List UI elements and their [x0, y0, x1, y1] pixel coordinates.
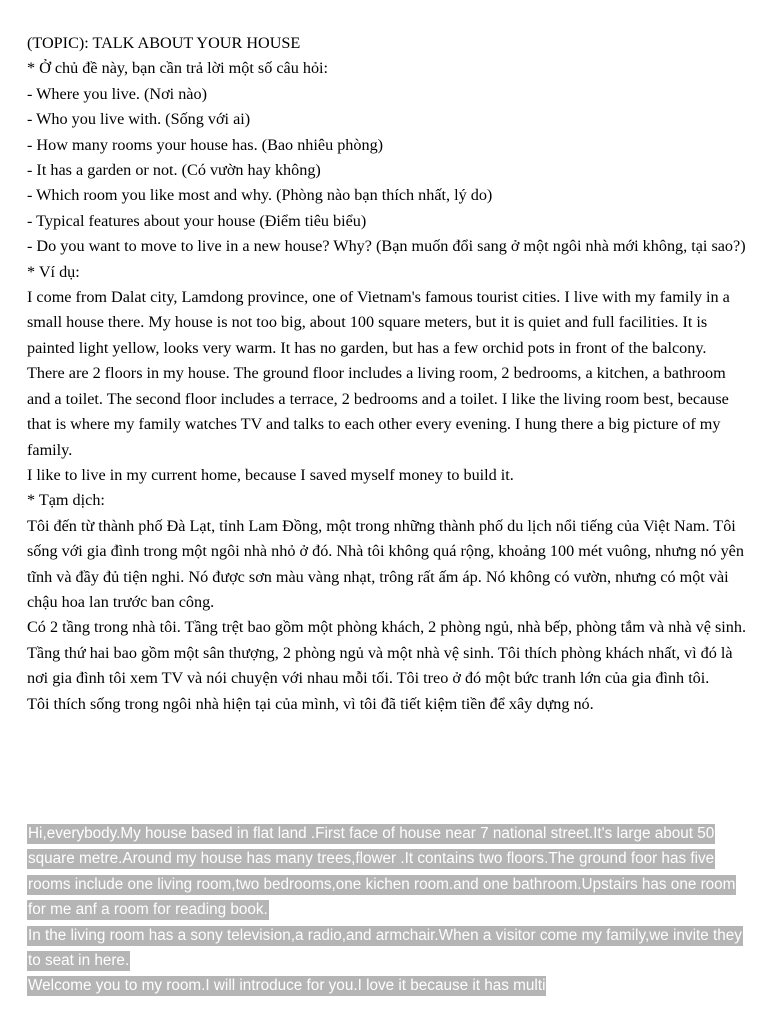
topic-title: (TOPIC): TALK ABOUT YOUR HOUSE — [27, 34, 301, 52]
question-garden: - It has a garden or not. (Có vườn hay không) — [27, 161, 321, 180]
example-paragraph-3: I like to live in my current home, because I saved myself money to build it. — [27, 465, 514, 484]
highlighted-paragraph-2 — [27, 923, 752, 974]
instruction-line: * Ở chủ đề này, bạn cần trả lời một số câu hỏi: — [27, 59, 329, 78]
question-favorite-room: - Which room you like most and why. (Phòng nào bạn thích nhất, lý do) — [27, 186, 493, 205]
question-where: - Where you live. (Nơi nào) — [27, 84, 207, 103]
example-paragraph-2: There are 2 floors in my house. The ground floor includes a living room, 2 bedrooms, a kitchen, a bathroom and a toilet. The second floor includes a terrace, 2 bedrooms and a toilet. I like the living room best, because that is where my family watches TV and talks to each other every evening. I hung there a big picture of my family. — [27, 364, 729, 459]
example-heading: * Ví dụ: — [27, 262, 80, 281]
translation-paragraph-3: Tôi thích sống trong ngôi nhà hiện tại của mình, vì tôi đã tiết kiệm tiền để xây dựng nó. — [27, 694, 594, 713]
highlighted-text: In the living room has a sony television,a radio,and armchair.When a visitor come my family,we invite they to seat in here. — [28, 926, 742, 970]
question-features: - Typical features about your house (Điểm tiêu biểu) — [27, 211, 367, 230]
highlighted-paragraph-3 — [27, 973, 752, 998]
translation-paragraph-2: Có 2 tầng trong nhà tôi. Tầng trệt bao gồm một phòng khách, 2 phòng ngủ, nhà bếp, phòng tắm và nhà vệ sinh. Tầng thứ hai bao gồm một sân thượng, 2 phòng ngủ và một nhà vệ sinh. Tôi thích phòng khách nhất, vì đó là nơi gia đình tôi xem TV và nói chuyện với nhau mỗi tối. Tôi treo ở đó một bức tranh lớn của gia đình tôi. — [27, 618, 747, 688]
example-paragraph-1: I come from Dalat city, Lamdong province, one of Vietnam's famous tourist cities. I live with my family in a small house there. My house is not too big, about 100 square meters, but it is quiet and full facilities. It is painted light yellow, looks very warm. It has no garden, but has a few orchid pots in front of the balcony. — [27, 288, 730, 357]
question-rooms: - How many rooms your house has. (Bao nhiêu phòng) — [27, 135, 384, 154]
translation-paragraph-1: Tôi đến từ thành phố Đà Lạt, tỉnh Lam Đồng, một trong những thành phố du lịch nổi tiếng của Việt Nam. Tôi sống với gia đình trong một ngôi nhà nhỏ ở đó. Nhà tôi không quá rộng, khoảng 100 mét vuông, nhưng nó yên tĩnh và đầy đủ tiện nghi. Nó được sơn màu vàng nhạt, trông rất ấm áp. Nó không có vườn, nhưng có một vài chậu hoa lan trước ban công. — [27, 516, 744, 611]
highlighted-essay-block — [27, 821, 752, 999]
highlighted-paragraph-1 — [27, 821, 752, 923]
highlighted-text: Welcome you to my room.I will introduce for you.I love it because it has multi — [28, 977, 546, 995]
highlighted-text: Hi,everybody.My house based in flat land .First face of house near 7 national street.It's large about 50 square metre.Around my house has many trees,flower .It contains two floors.The ground foor has five rooms include one living room,two bedrooms,one kichen room.and one bathroom.Upstairs has one room for me anf a room for reading book. — [28, 825, 736, 919]
example-essay-block — [27, 31, 747, 717]
translation-heading: * Tạm dịch: — [27, 491, 105, 510]
question-move: - Do you want to move to live in a new house? Why? (Bạn muốn đổi sang ở một ngôi nhà mới không, tại sao?) — [27, 237, 746, 256]
question-who: - Who you live with. (Sống với ai) — [27, 110, 251, 129]
